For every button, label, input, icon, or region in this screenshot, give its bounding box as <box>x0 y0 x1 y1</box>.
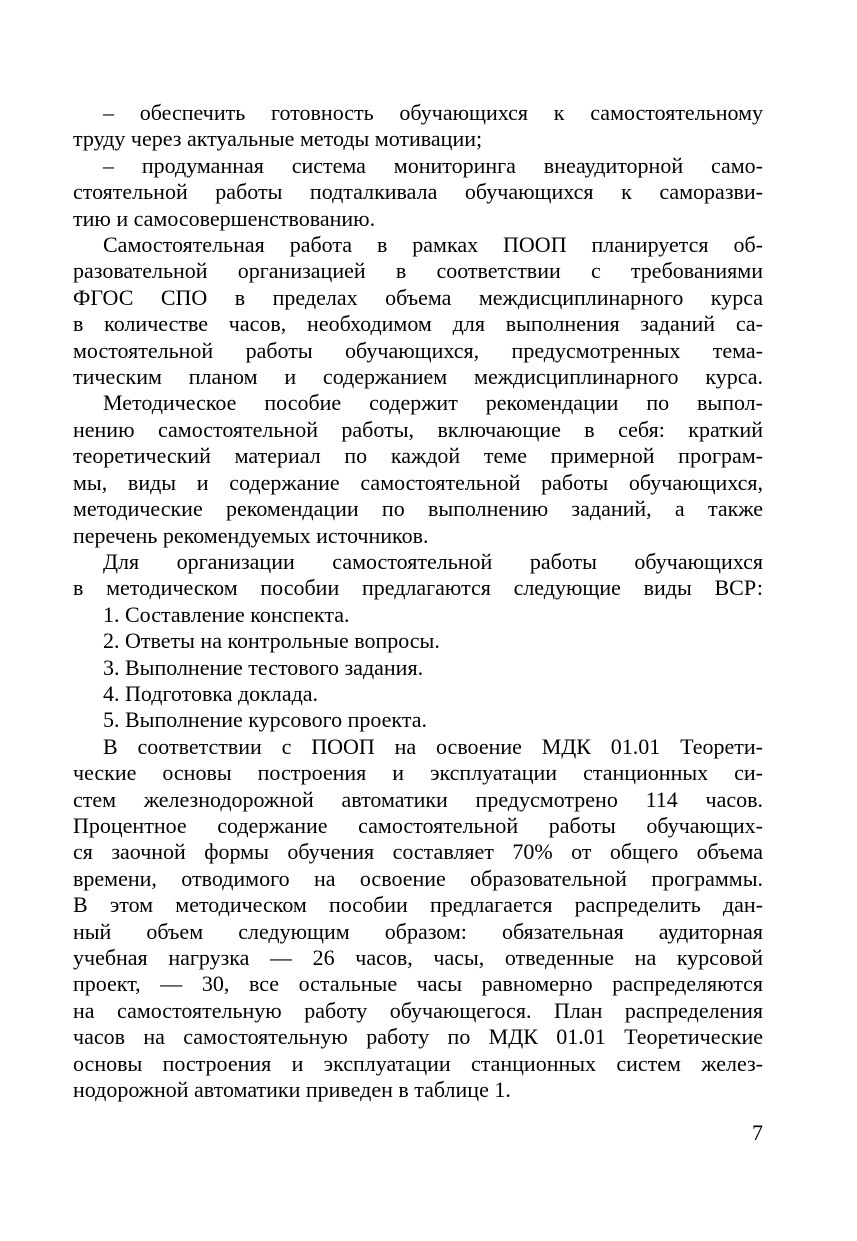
text-line: 4. Подготовка доклада. <box>103 680 319 706</box>
numbered-list-item <box>73 707 763 733</box>
text-line: – продуманная система мониторинга внеаудиторной само- <box>103 152 763 178</box>
text-line: Для организации самостоятельной работы обучающихся <box>103 548 763 574</box>
text-line: перечень рекомендуемых источников. <box>73 522 429 548</box>
paragraph <box>73 734 763 1104</box>
text-line: в методическом пособии предлагаются следующие виды ВСР: <box>73 575 763 601</box>
text-line: В соответствии с ПООП на освоение МДК 01.01 Теорети- <box>103 733 763 759</box>
text-line: ческие основы построения и эксплуатации станционных си- <box>73 760 763 786</box>
text-line: проект, — 30, все остальные часы равномерно распределяются <box>73 971 763 997</box>
page-number: 7 <box>752 1120 763 1145</box>
paragraph <box>73 232 763 390</box>
text-line: учебная нагрузка — 26 часов, часы, отведенные на курсовой <box>73 945 763 970</box>
text-line: Методическое пособие содержит рекомендации по выпол- <box>103 390 763 416</box>
text-line: Самостоятельная работа в рамках ПООП планируется об- <box>103 232 763 258</box>
text-line: стем железнодорожной автоматики предусмотрено 114 часов. <box>73 786 763 812</box>
text-line: ный объем следующим образом: обязательная аудиторная <box>73 918 763 944</box>
numbered-list-item <box>73 628 763 654</box>
text-line: часов на самостоятельную работу по МДК 01.01 Теоретические <box>73 1024 763 1050</box>
text-line: времени, отводимого на освоение образовательной программы. <box>73 865 763 891</box>
text-line: основы построения и эксплуатации станционных систем желез- <box>73 1050 763 1076</box>
text-line: тическим планом и содержанием междисциплинарного курса. <box>73 364 763 390</box>
text-line: нению самостоятельной работы, включающие в себя: краткий <box>73 416 763 442</box>
text-line: мостоятельной работы обучающихся, предусмотренных тема- <box>73 337 763 363</box>
text-column <box>73 100 763 1103</box>
text-line: на самостоятельную работу обучающегося. План распределения <box>73 997 763 1023</box>
text-line: мы, виды и содержание самостоятельной работы обучающихся, <box>73 469 763 495</box>
text-line: В этом методическом пособии предлагается распределить дан- <box>73 892 763 918</box>
text-line: тию и самосовершенствованию. <box>73 205 376 231</box>
text-line: разовательной организацией в соответствии с требованиями <box>73 258 763 284</box>
text-line: 5. Выполнение курсового проекта. <box>103 707 427 733</box>
text-line: нодорожной автоматики приведен в таблице 1. <box>73 1077 511 1103</box>
paragraph <box>73 390 763 548</box>
text-line: 2. Ответы на контрольные вопросы. <box>103 628 440 654</box>
text-line: труду через актуальные методы мотивации; <box>73 126 483 152</box>
dash-item-paragraph <box>73 100 763 153</box>
numbered-list-item <box>73 655 763 681</box>
numbered-list-item <box>73 602 763 628</box>
text-line: ФГОС СПО в пределах объема междисциплинарного курса <box>73 284 763 310</box>
text-line: ся заочной формы обучения составляет 70% от общего объема <box>73 839 763 865</box>
text-line: 3. Выполнение тестового задания. <box>103 654 424 680</box>
paragraph <box>73 549 763 602</box>
text-line: методические рекомендации по выполнению заданий, а также <box>73 496 763 522</box>
text-line: – обеспечить готовность обучающихся к самостоятельному <box>103 100 763 125</box>
numbered-list-item <box>73 681 763 707</box>
text-line: в количестве часов, необходимом для выполнения заданий са- <box>73 311 763 337</box>
text-line: теоретический материал по каждой теме примерной програм- <box>73 443 763 469</box>
dash-item-paragraph <box>73 153 763 232</box>
text-line: Процентное содержание самостоятельной работы обучающих- <box>73 812 763 838</box>
text-line: стоятельной работы подталкивала обучающихся к саморазви- <box>73 179 763 205</box>
text-line: 1. Составление конспекта. <box>103 601 350 627</box>
